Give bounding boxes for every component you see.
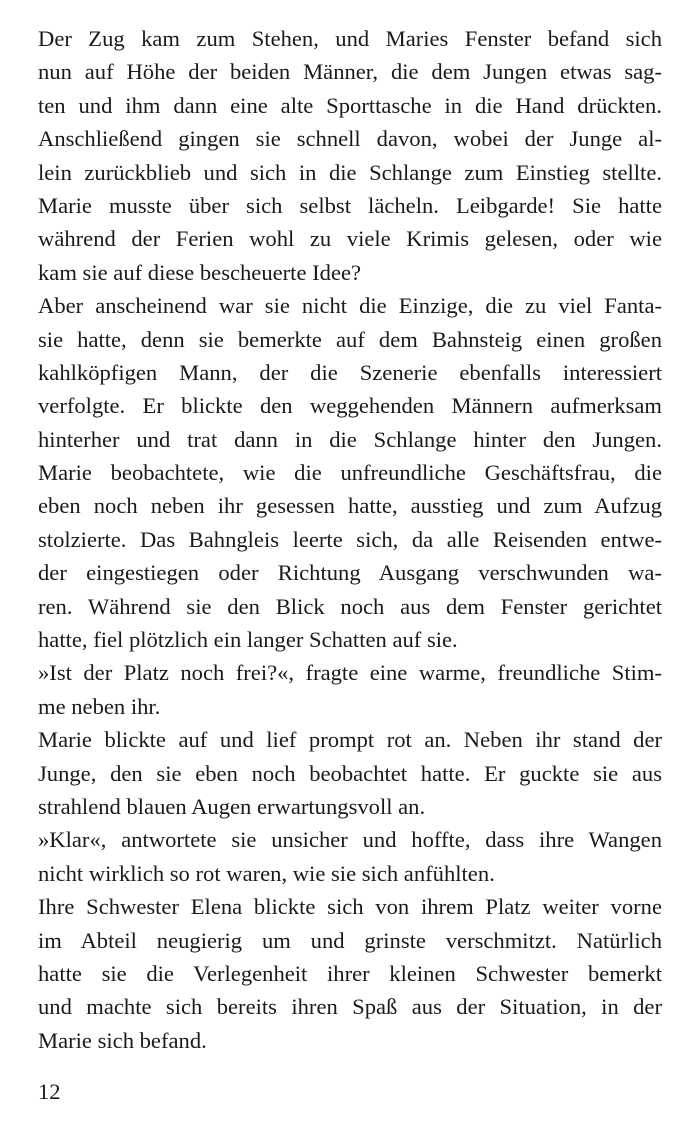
text-line: »Ist der Platz noch frei?«, fragte eine warme, freundliche Stim-: [38, 660, 662, 686]
text-line: verfolgte. Er blickte den weggehenden Männern aufmerksam: [38, 393, 662, 419]
paragraph: [38, 723, 662, 823]
text-line: Anschließend gingen sie schnell davon, wobei der Junge al-: [38, 126, 662, 152]
text-line: Marie sich befand.: [38, 1027, 207, 1053]
page-number: 12: [38, 1079, 61, 1104]
text-line: Aber anscheinend war sie nicht die Einzige, die zu viel Fanta-: [38, 293, 662, 319]
paragraph: [38, 22, 662, 289]
text-line: ten und ihm dann eine alte Sporttasche in die Hand drückten.: [38, 92, 662, 118]
paragraph: [38, 823, 662, 890]
text-line: Marie musste über sich selbst lächeln. Leibgarde! Sie hatte: [38, 192, 662, 218]
page-body-text: [38, 22, 662, 1057]
text-line: hatte, fiel plötzlich ein langer Schatten auf sie.: [38, 627, 458, 653]
text-line: me neben ihr.: [38, 693, 161, 719]
text-line: Ihre Schwester Elena blickte sich von ihrem Platz weiter vorne: [38, 894, 662, 920]
paragraph: [38, 890, 662, 1057]
text-line: Junge, den sie eben noch beobachtet hatte. Er guckte sie aus: [38, 760, 662, 786]
text-line: ren. Während sie den Blick noch aus dem Fenster gerichtet: [38, 593, 662, 619]
text-line: während der Ferien wohl zu viele Krimis gelesen, oder wie: [38, 226, 662, 252]
text-line: im Abteil neugierig um und grinste verschmitzt. Natürlich: [38, 927, 662, 953]
text-line: lein zurückblieb und sich in die Schlange zum Einstieg stellte.: [38, 159, 662, 185]
paragraph: [38, 656, 662, 723]
text-line: Der Zug kam zum Stehen, und Maries Fenster befand sich: [38, 26, 662, 51]
text-line: »Klar«, antwortete sie unsicher und hoffte, dass ihre Wangen: [38, 827, 662, 853]
text-line: Marie blickte auf und lief prompt rot an. Neben ihr stand der: [38, 727, 662, 753]
text-line: Marie beobachtete, wie die unfreundliche Geschäftsfrau, die: [38, 460, 662, 486]
text-line: hatte sie die Verlegenheit ihrer kleinen Schwester bemerkt: [38, 960, 662, 986]
text-line: nun auf Höhe der beiden Männer, die dem Jungen etwas sag-: [38, 59, 662, 85]
text-line: sie hatte, denn sie bemerkte auf dem Bahnsteig einen großen: [38, 326, 662, 352]
text-line: strahlend blauen Augen erwartungsvoll an.: [38, 793, 426, 819]
paragraph: [38, 289, 662, 656]
text-line: der eingestiegen oder Richtung Ausgang verschwunden wa-: [38, 560, 662, 586]
text-line: eben noch neben ihr gesessen hatte, ausstieg und zum Aufzug: [38, 493, 662, 519]
text-line: stolzierte. Das Bahngleis leerte sich, da alle Reisenden entwe-: [38, 526, 662, 552]
text-line: nicht wirklich so rot waren, wie sie sich anfühlten.: [38, 860, 495, 886]
text-line: kahlköpfigen Mann, der die Szenerie ebenfalls interessiert: [38, 359, 662, 385]
text-line: und machte sich bereits ihren Spaß aus der Situation, in der: [38, 994, 662, 1020]
text-line: hinterher und trat dann in die Schlange hinter den Jungen.: [38, 426, 662, 452]
book-page: [38, 22, 662, 1057]
text-line: kam sie auf diese bescheuerte Idee?: [38, 259, 362, 285]
